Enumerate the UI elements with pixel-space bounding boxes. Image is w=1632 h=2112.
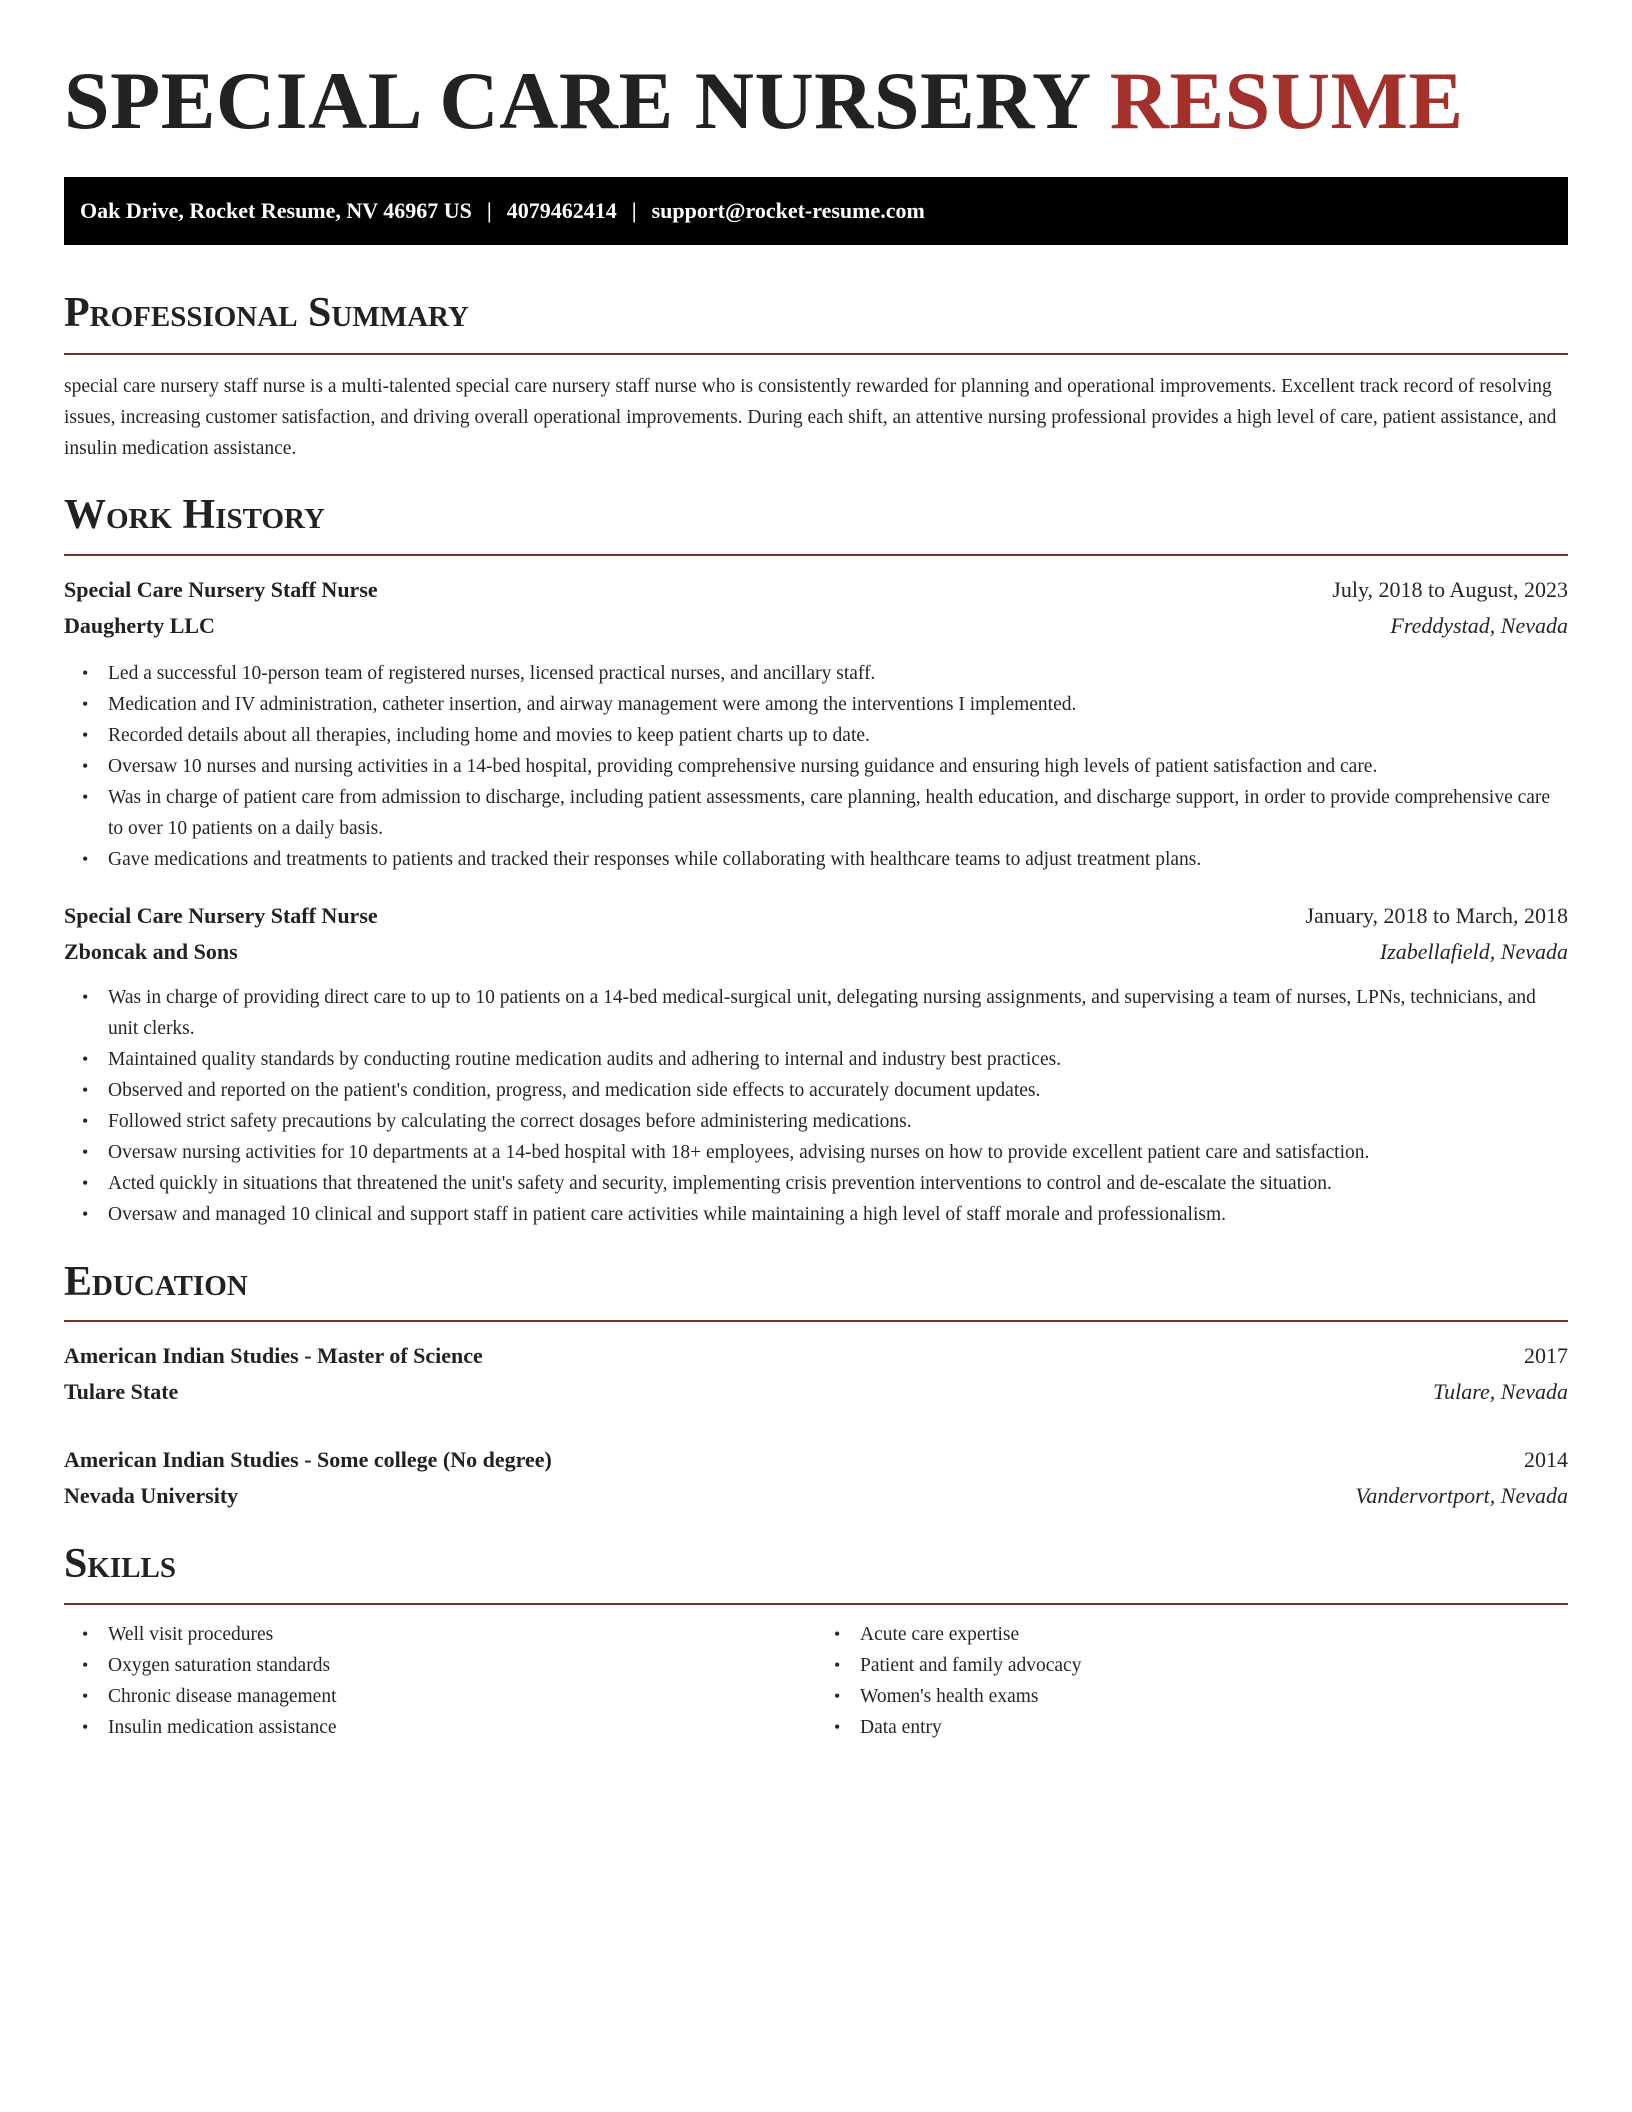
job-bullet: • Oversaw 10 nurses and nursing activities in a 14-bed hospital, providing comprehensive nursing guidance and ensuring high levels of patient satisfaction and care. bbox=[108, 751, 1568, 782]
contact-bar bbox=[64, 177, 1568, 245]
education-header bbox=[64, 1338, 1568, 1374]
job-bullets bbox=[64, 982, 1568, 1230]
contact-email: support@rocket-resume.com bbox=[651, 198, 925, 223]
summary-heading: Professional Summary bbox=[64, 290, 469, 336]
job-bullet: • Was in charge of providing direct care to up to 10 patients on a 14-bed medical-surgical unit, delegating nursing assignments, and supervising a team of nurses, LPNs, technicians, and unit clerks. bbox=[108, 982, 1568, 1044]
section-divider bbox=[64, 353, 1568, 355]
skills-column-left bbox=[64, 1619, 816, 1743]
skills-heading: Skills bbox=[64, 1541, 177, 1587]
job-bullet: • Oversaw and managed 10 clinical and support staff in patient care activities while maintaining a high level of staff morale and professionalism. bbox=[108, 1199, 1568, 1230]
job-bullet: • Gave medications and treatments to patients and tracked their responses while collaborating with healthcare teams to adjust treatment plans. bbox=[108, 844, 1568, 875]
education-subheader bbox=[64, 1374, 1568, 1410]
education-entry bbox=[64, 1442, 1568, 1514]
job-header bbox=[64, 898, 1568, 934]
education-year: 2017 bbox=[1524, 1343, 1568, 1368]
education-school: Tulare State bbox=[64, 1379, 179, 1404]
job-bullet: • Acted quickly in situations that threatened the unit's safety and security, implementing crisis prevention interventions to control and de-escalate the situation. bbox=[108, 1168, 1568, 1199]
education-year: 2014 bbox=[1524, 1447, 1568, 1472]
education-subheader bbox=[64, 1478, 1568, 1514]
education-location: Vandervortport, Nevada bbox=[1355, 1483, 1568, 1508]
title-main: SPECIAL CARE NURSERY bbox=[64, 55, 1089, 146]
skill-item: • Well visit procedures bbox=[108, 1619, 816, 1650]
job-bullet: • Observed and reported on the patient's condition, progress, and medication side effects to accurately document updates. bbox=[108, 1075, 1568, 1106]
job-bullet: • Oversaw nursing activities for 10 departments at a 14-bed hospital with 18+ employees, advising nurses on how to provide excellent patient care and satisfaction. bbox=[108, 1137, 1568, 1168]
job-title: Special Care Nursery Staff Nurse bbox=[64, 577, 378, 602]
work-history-heading: Work History bbox=[64, 492, 325, 538]
contact-phone: 4079462414 bbox=[506, 198, 617, 223]
job-entry bbox=[64, 898, 1568, 1230]
education-school: Nevada University bbox=[64, 1483, 239, 1508]
skill-item: • Acute care expertise bbox=[860, 1619, 1568, 1650]
education-entry bbox=[64, 1338, 1568, 1410]
skills-grid bbox=[64, 1619, 1568, 1743]
job-title: Special Care Nursery Staff Nurse bbox=[64, 903, 378, 928]
job-company: Daugherty LLC bbox=[64, 613, 215, 638]
section-divider bbox=[64, 1603, 1568, 1605]
job-subheader bbox=[64, 608, 1568, 644]
education-degree: American Indian Studies - Master of Science bbox=[64, 1343, 483, 1368]
skill-item: • Chronic disease management bbox=[108, 1681, 816, 1712]
job-bullet: • Medication and IV administration, catheter insertion, and airway management were among the interventions I implemented. bbox=[108, 689, 1568, 720]
skill-item: • Patient and family advocacy bbox=[860, 1650, 1568, 1681]
skill-item: • Women's health exams bbox=[860, 1681, 1568, 1712]
job-location: Freddystad, Nevada bbox=[1390, 613, 1568, 638]
job-company: Zboncak and Sons bbox=[64, 939, 238, 964]
education-heading: Education bbox=[64, 1259, 248, 1305]
skill-item: • Insulin medication assistance bbox=[108, 1712, 816, 1743]
summary-text: special care nursery staff nurse is a multi-talented special care nursery staff nurse who is consistently rewarded for planning and operational improvements. Excellent track record of resolving issues, increasing customer satisfaction, and driving overall operational improvements. During each shift, an attentive nursing professional provides a high level of care, patient assistance, and insulin medication assistance. bbox=[64, 376, 1557, 459]
contact-separator: | bbox=[631, 198, 637, 223]
job-bullet: • Maintained quality standards by conducting routine medication audits and adhering to internal and industry best practices. bbox=[108, 1044, 1568, 1075]
title-accent: RESUME bbox=[1109, 55, 1464, 146]
contact-address: Oak Drive, Rocket Resume, NV 46967 US bbox=[80, 198, 472, 223]
job-entry bbox=[64, 572, 1568, 875]
job-bullets bbox=[64, 658, 1568, 875]
job-subheader bbox=[64, 934, 1568, 970]
job-bullet: • Led a successful 10-person team of registered nurses, licensed practical nurses, and ancillary staff. bbox=[108, 658, 1568, 689]
job-bullet: • Recorded details about all therapies, including home and movies to keep patient charts up to date. bbox=[108, 720, 1568, 751]
skill-item: • Oxygen saturation standards bbox=[108, 1650, 816, 1681]
resume-title bbox=[64, 0, 1568, 144]
skill-item: • Data entry bbox=[860, 1712, 1568, 1743]
job-dates: January, 2018 to March, 2018 bbox=[1305, 903, 1568, 928]
section-divider bbox=[64, 1320, 1568, 1322]
job-header bbox=[64, 572, 1568, 608]
job-location: Izabellafield, Nevada bbox=[1379, 939, 1568, 964]
section-divider bbox=[64, 554, 1568, 556]
job-bullet: • Followed strict safety precautions by calculating the correct dosages before administering medications. bbox=[108, 1106, 1568, 1137]
education-location: Tulare, Nevada bbox=[1433, 1379, 1568, 1404]
job-dates: July, 2018 to August, 2023 bbox=[1332, 577, 1568, 602]
contact-separator: | bbox=[486, 198, 492, 223]
job-bullet: • Was in charge of patient care from admission to discharge, including patient assessments, care planning, health education, and discharge support, in order to provide comprehensive care to over 10 patients on a daily basis. bbox=[108, 782, 1568, 844]
education-degree: American Indian Studies - Some college (No degree) bbox=[64, 1447, 552, 1472]
education-header bbox=[64, 1442, 1568, 1478]
skills-column-right bbox=[816, 1619, 1568, 1743]
